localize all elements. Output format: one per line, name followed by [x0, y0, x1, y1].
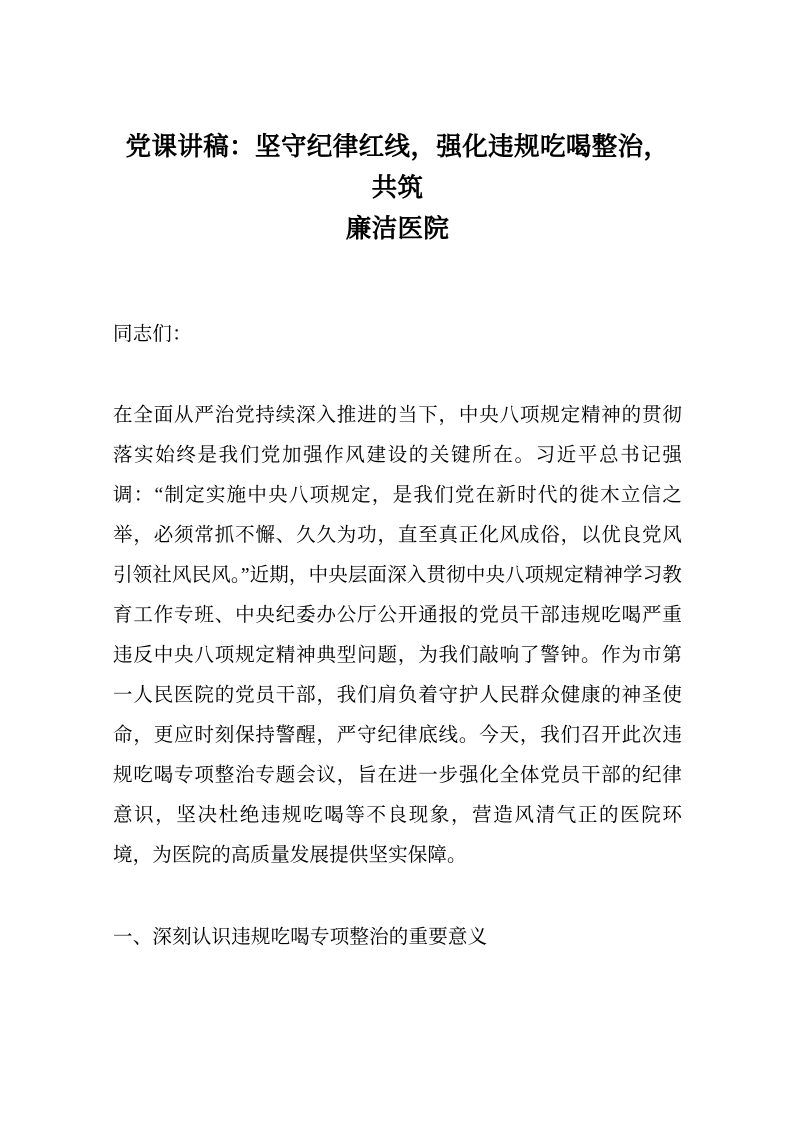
page-title: [113, 126, 682, 249]
section-spacer: [113, 876, 682, 918]
section-heading-1: 一、深刻认识违规吃喝专项整治的重要意义: [113, 927, 488, 948]
paragraph-spacer: [113, 355, 682, 396]
page-title-line-1: 党课讲稿：坚守纪律红线，强化违规吃喝整治，共筑: [125, 132, 670, 202]
salutation: 同志们：: [113, 324, 192, 345]
page-title-line-2: 廉洁医院: [345, 214, 450, 243]
body-paragraph: 在全面从严治党持续深入推进的当下，中央八项规定精神的贯彻落实始终是我们党加强作风建设的关键所在。习近平总书记强调：“制定实施中央八项规定，是我们党在新时代的徙木立信之举，必须常抓不懈、久久为功，直至真正化风成俗，以优良党风引领社风民风。”近期，中央层面深入贯彻中央八项规定精神学习教育工作专班、中央纪委办公厅公开通报的党员干部违规吃喝严重违反中央八项规定精神典型问题，为我们敲响了警钟。作为市第一人民医院的党员干部，我们肩负着守护人民群众健康的神圣使命，更应时刻保持警醒，严守纪律底线。今天，我们召开此次违规吃喝专项整治专题会议，旨在进一步强化全体党员干部的纪律意识，坚决杜绝违规吃喝等不良现象，营造风清气正的医院环境，为医院的高质量发展提供坚实保障。: [113, 405, 682, 866]
title-body-spacer: [113, 249, 682, 315]
